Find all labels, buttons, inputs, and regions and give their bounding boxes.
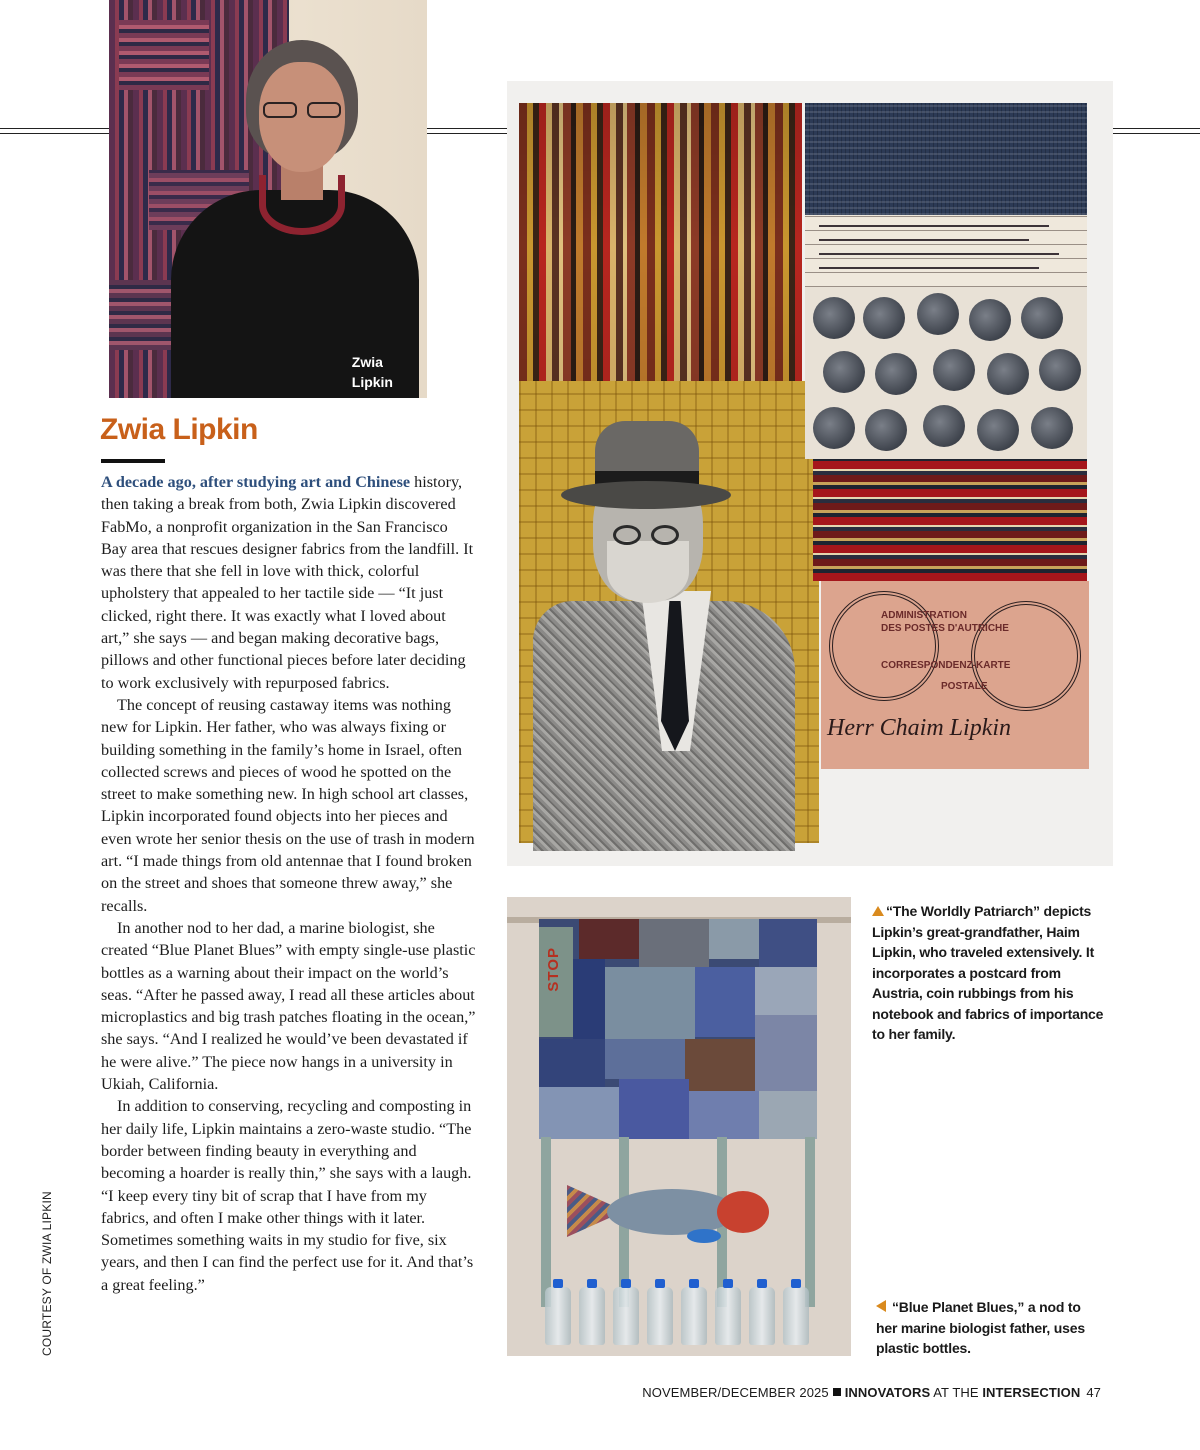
page-footer xyxy=(642,1385,1101,1400)
photo-credit: COURTESY OF ZWIA LIPKIN xyxy=(40,1191,54,1356)
square-bullet-icon xyxy=(833,1388,841,1396)
patriarch-portrait xyxy=(533,421,795,845)
issue-date: NOVEMBER/DECEMBER 2025 xyxy=(642,1385,829,1400)
section-name-2: AT THE xyxy=(933,1385,979,1400)
red-striped-fabric xyxy=(813,459,1087,581)
header-rule-right xyxy=(1113,128,1200,134)
necklace xyxy=(259,175,345,235)
triangle-up-icon xyxy=(872,906,884,916)
paragraph-3: In another nod to her dad, a marine biologist, she created “Blue Planet Blues” with empty single-use plastic bottles as a warning about their impact on the world’s seas. “After he passed away, I read all these articles about microplastics and big trash patches floating in the ocean,” she says. “And I realized he would’ve been devastated if he were alive.” The piece now hangs in a university in Ukiah, California. xyxy=(101,918,476,1094)
paragraph-1: A decade ago, after studying art and Chinese history, then taking a break from both, Zwia Lipkin discovered FabMo, a nonprofit organization in the San Francisco Bay area that rescues designer fabrics from the landfill. It was there that she fell in love with thick, colorful upholstery that appealed to her tactile side — “It just clicked, right there. It was exactly what I loved about art,” she says — and began making decorative bags, pillows and other functional pieces before later deciding to work exclusively with repurposed fabrics. xyxy=(101,473,474,692)
notebook-ledger xyxy=(805,215,1087,287)
caption-blue-planet-blues: “Blue Planet Blues,” a nod to her marine biologist father, uses plastic bottles. xyxy=(876,1299,1085,1356)
spectacles-icon xyxy=(613,525,641,545)
triangle-left-icon xyxy=(876,1300,886,1312)
portrait-photo xyxy=(109,0,427,398)
section-name-1: INNOVATORS xyxy=(844,1385,931,1400)
header-rule-left xyxy=(0,128,109,134)
article-body xyxy=(101,471,476,1296)
section-name-3: INTERSECTION xyxy=(982,1385,1081,1400)
glasses-icon xyxy=(261,102,343,120)
postcard-text: ADMINISTRATION DES POSTES D'AUTRICHE CORRESPONDENZ-KARTE POSTALE xyxy=(881,610,1011,692)
worldly-patriarch-artwork xyxy=(507,81,1113,866)
portrait-label: Zwia Lipkin xyxy=(351,354,393,390)
blue-planet-blues-artwork xyxy=(507,897,851,1356)
austrian-postcard xyxy=(821,581,1089,769)
page-number: 47 xyxy=(1086,1385,1101,1400)
lede: A decade ago, after studying art and Chinese xyxy=(101,473,411,491)
postcard-signature: Herr Chaim Lipkin xyxy=(827,715,1012,741)
plastic-bottles xyxy=(541,1281,817,1345)
coin-rubbings xyxy=(805,287,1087,459)
paragraph-4: In addition to conserving, recycling and composting in her daily life, Lipkin maintains a zero-waste studio. “The border between finding beauty in everything and becoming a hoarder is really thin,” she says with a laugh. “I keep every tiny bit of scrap that I have from my fabrics, and often I make other things with it later. Sometimes something waits in my studio for five, six years, and then I can find the perfect use for it. And that’s a great feeling.” xyxy=(101,1097,474,1294)
stop-sign-patch: STOP xyxy=(539,927,573,1037)
title-underline xyxy=(101,459,165,463)
caption-worldly-patriarch: “The Worldly Patriarch” depicts Lipkin’s great-grandfather, Haim Lipkin, who traveled extensively. It incorporates a postcard from Austria, coin rubbings from his notebook and fabrics of importance to her family. xyxy=(872,903,1104,1042)
blue-patchwork xyxy=(539,919,817,1139)
bottle-icon xyxy=(545,1287,571,1345)
denim-fabric xyxy=(805,103,1087,215)
header-rule-middle xyxy=(427,128,507,134)
article-title: Zwia Lipkin xyxy=(100,413,258,446)
fish-sculpture xyxy=(567,1179,777,1249)
paragraph-2: The concept of reusing castaway items was nothing new for Lipkin. Her father, who was always fixing or building something in the family’s home in Israel, often collected screws and pieces of wood he spotted on the street to make something new. In high school art classes, Lipkin incorporated found objects into her pieces and even wrote her senior thesis on the use of trash in modern art. “I made things from old antennae that I found broken on the street and shoes that someone threw away,” she recalls. xyxy=(101,695,475,915)
